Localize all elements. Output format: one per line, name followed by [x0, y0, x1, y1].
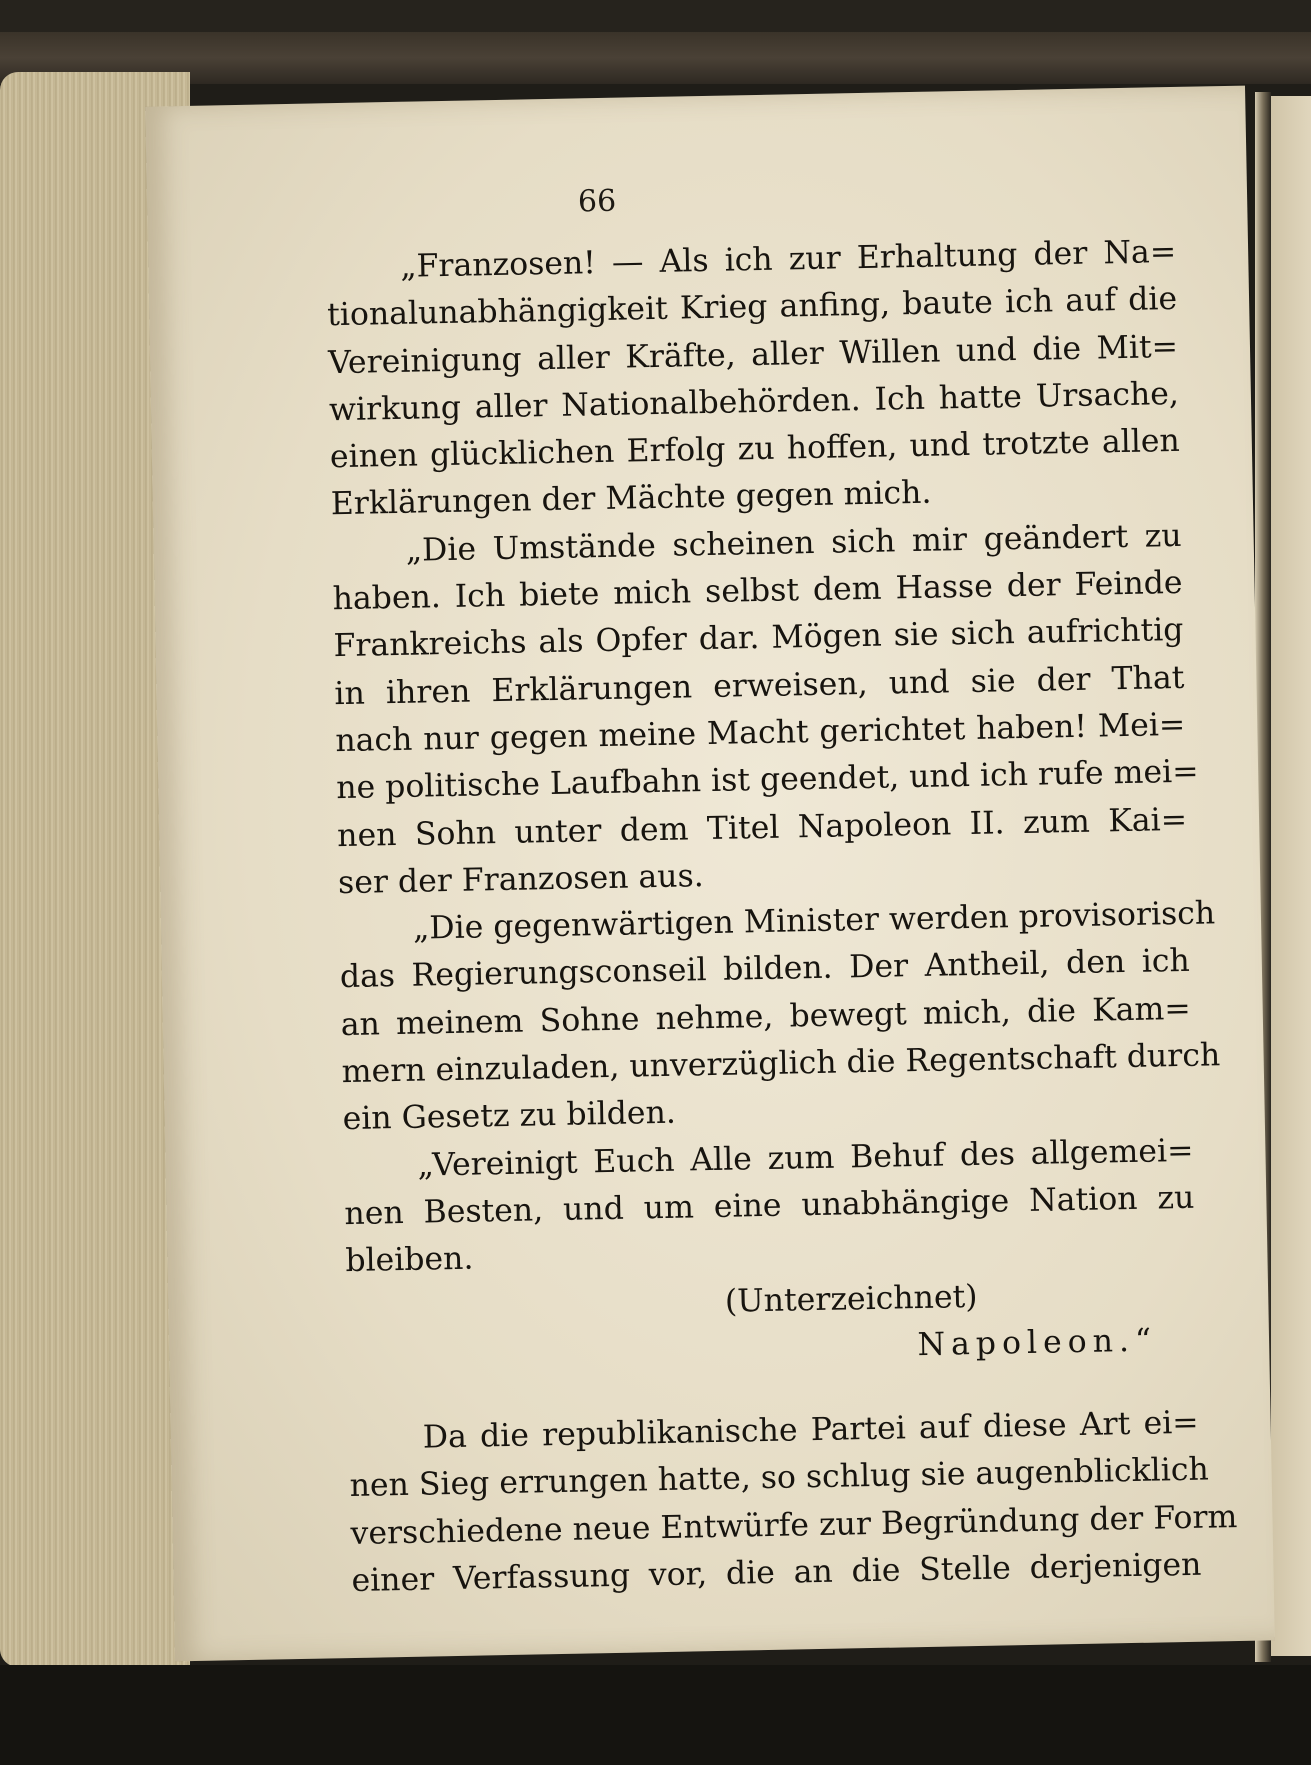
signature-label: (Unterzeichnet)	[724, 1278, 978, 1320]
page-number: 66	[577, 183, 617, 220]
text-line: in ihren Erklärungen erweisen, und sie der That	[334, 659, 1185, 712]
signature-name: Napoleon.“	[917, 1322, 1158, 1363]
text-line: wirkung aller Nationalbehörden. Ich hatte Ursache,	[328, 375, 1180, 429]
text-line: „Franzosen! — Als ich zur Erhaltung der Na=	[399, 233, 1177, 285]
text-line: haben. Ich biete mich selbst dem Hasse der Feinde	[332, 564, 1183, 618]
text-line: an meinem Sohne nehme, bewegt mich, die Kam=	[340, 990, 1192, 1043]
text-line: „Die gegenwärtigen Minister werden provisorisch	[412, 895, 1216, 947]
text-line: ne politische Laufbahn ist geendet, und ich rufe mei=	[335, 753, 1199, 807]
text-line: ein Gesetz zu bilden.	[342, 1095, 677, 1138]
text-line: „Vereinigt Euch Alle zum Behuf des allgemei=	[417, 1132, 1194, 1184]
text-line: einer Verfassung vor, die an die Stelle derjenigen	[351, 1546, 1202, 1600]
text-line: Frankreichs als Opfer dar. Mögen sie sich aufrichtig	[333, 612, 1184, 665]
book-cover-top	[0, 32, 1311, 84]
text-line: bleiben.	[345, 1240, 474, 1280]
text-line: mern einzuladen, unverzüglich die Regentschaft durch	[341, 1037, 1221, 1091]
facing-page-edge	[1268, 96, 1311, 1656]
text-line: Da die republikanische Partei auf diese Art ei=	[422, 1404, 1199, 1456]
text-line: nen Besten, und um eine unabhängige Nation zu	[344, 1179, 1195, 1233]
text-line: verschiedene neue Entwürfe zur Begründung der Form	[350, 1498, 1238, 1552]
text-line: einen glücklichen Erfolg zu hoffen, und trotzte allen	[329, 423, 1181, 476]
text-line: nen Sieg errungen hatte, so schlug sie augenblicklich	[349, 1451, 1210, 1505]
text-line: Vereinigung aller Kräfte, aller Willen und die Mit=	[327, 328, 1179, 381]
book-page	[145, 86, 1275, 1662]
text-line: das Regierungsconseil bilden. Der Antheil, den ich	[339, 943, 1191, 996]
text-line: nach nur gegen meine Macht gerichtet haben! Mei=	[335, 706, 1186, 760]
text-line: „Die Umstände scheinen sich mir geändert zu	[405, 517, 1182, 569]
text-line: tionalunabhängigkeit Krieg anfing, baute ich auf die	[326, 281, 1178, 334]
text-line: Erklärungen der Mächte gegen mich.	[330, 475, 932, 523]
book-cover-bottom	[0, 1665, 1311, 1765]
text-line: nen Sohn unter dem Titel Napoleon II. zum Kai=	[336, 801, 1188, 854]
text-line: ser der Franzosen aus.	[337, 857, 705, 901]
page-text	[326, 229, 1238, 1605]
